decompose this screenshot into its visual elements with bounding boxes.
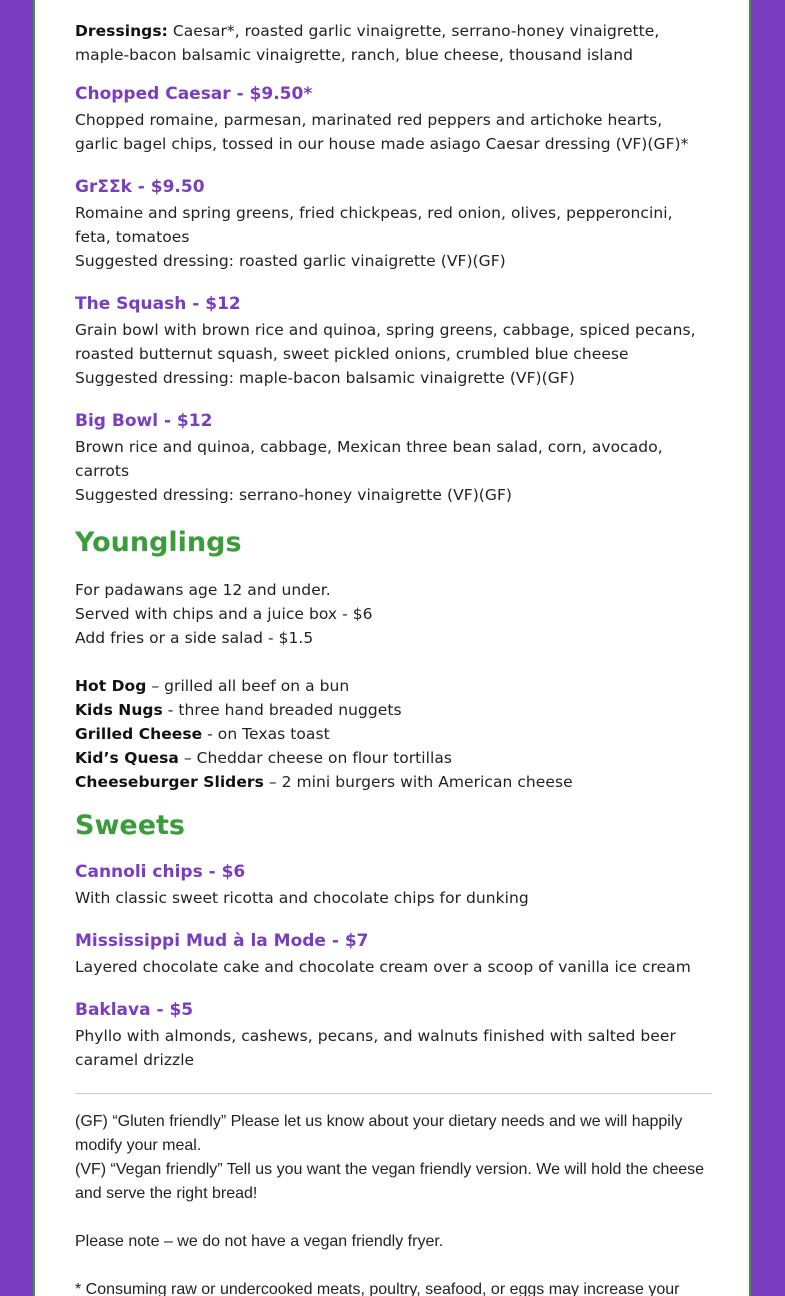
younglings-intro [75, 578, 715, 650]
list-item [75, 770, 715, 794]
item-description: caramel drizzle [75, 1051, 195, 1069]
item-description: garlic bagel chips, tossed in our house made asiago Caesar dressing (VF)(GF)* [75, 135, 689, 153]
gluten-friendly-note: modify your meal. [75, 1137, 202, 1154]
suggested-dressing: Suggested dressing: roasted garlic vinaigrette (VF)(GF) [75, 252, 506, 270]
dietary-notes [75, 1110, 715, 1296]
dressings-text: Caesar*, roasted garlic vinaigrette, serrano-honey vinaigrette, [167, 22, 660, 40]
younglings-list [75, 674, 715, 794]
section-title-sweets: Sweets [75, 810, 185, 841]
section-title-younglings: Younglings [75, 527, 242, 558]
gluten-friendly-note: (GF) “Gluten friendly” Please let us know about your dietary needs and we will happily [75, 1113, 683, 1130]
item-title: Chopped Caesar - $9.50* [75, 84, 313, 104]
item-description: – grilled all beef on a bun [146, 677, 350, 695]
list-item [75, 722, 715, 746]
fryer-note: Please note – we do not have a vegan friendly fryer. [75, 1233, 444, 1250]
vegan-friendly-note: (VF) “Vegan friendly” Tell us you want the vegan friendly version. We will hold the cheese [75, 1161, 705, 1178]
item-title: Mississippi Mud à la Mode - $7 [75, 931, 369, 951]
dressings-text: maple-bacon balsamic vinaigrette, ranch, blue cheese, thousand island [75, 46, 633, 64]
item-description: roasted butternut squash, sweet pickled onions, crumbled blue cheese [75, 345, 629, 363]
younglings-intro-line: Served with chips and a juice box - $6 [75, 605, 373, 623]
menu-item [75, 292, 715, 390]
vegan-friendly-note: and serve the right bread! [75, 1185, 258, 1202]
item-name: Kid’s Quesa [75, 749, 179, 767]
younglings-intro-line: Add fries or a side salad - $1.5 [75, 629, 314, 647]
menu-item [75, 82, 715, 156]
item-title: The Squash - $12 [75, 294, 241, 314]
item-description: With classic sweet ricotta and chocolate chips for dunking [75, 889, 529, 907]
item-description: – 2 mini burgers with American cheese [263, 773, 573, 791]
item-description: - three hand breaded nuggets [162, 701, 402, 719]
item-description: Phyllo with almonds, cashews, pecans, and walnuts finished with salted beer [75, 1027, 676, 1045]
item-title: GrΣΣk - $9.50 [75, 177, 205, 197]
consumption-warning: * Consuming raw or undercooked meats, poultry, seafood, or eggs may increase your [75, 1281, 680, 1296]
item-description: – Cheddar cheese on flour tortillas [178, 749, 453, 767]
item-description: Romaine and spring greens, fried chickpeas, red onion, olives, pepperoncini, [75, 204, 673, 222]
suggested-dressing: Suggested dressing: maple-bacon balsamic vinaigrette (VF)(GF) [75, 369, 575, 387]
item-title: Baklava - $5 [75, 1000, 194, 1020]
menu-item [75, 175, 715, 273]
younglings-intro-line: For padawans age 12 and under. [75, 581, 331, 599]
menu-item [75, 998, 715, 1072]
dressings-block [75, 19, 715, 67]
item-name: Hot Dog [75, 677, 147, 695]
item-title: Big Bowl - $12 [75, 411, 213, 431]
list-item [75, 746, 715, 770]
menu-item [75, 860, 715, 910]
item-description: Brown rice and quinoa, cabbage, Mexican three bean salad, corn, avocado, [75, 438, 663, 456]
item-description: feta, tomatoes [75, 228, 190, 246]
menu-item [75, 929, 715, 979]
list-item [75, 698, 715, 722]
item-description: Layered chocolate cake and chocolate cream over a scoop of vanilla ice cream [75, 958, 691, 976]
suggested-dressing: Suggested dressing: serrano-honey vinaigrette (VF)(GF) [75, 486, 513, 504]
item-name: Grilled Cheese [75, 725, 203, 743]
list-item [75, 674, 715, 698]
item-name: Kids Nugs [75, 701, 163, 719]
menu-item [75, 409, 715, 507]
item-name: Cheeseburger Sliders [75, 773, 264, 791]
divider [75, 1093, 712, 1094]
item-description: Grain bowl with brown rice and quinoa, spring greens, cabbage, spiced pecans, [75, 321, 696, 339]
item-description: carrots [75, 462, 130, 480]
dressings-label: Dressings: [75, 22, 168, 40]
item-description: Chopped romaine, parmesan, marinated red peppers and artichoke hearts, [75, 111, 663, 129]
item-description: - on Texas toast [202, 725, 330, 743]
item-title: Cannoli chips - $6 [75, 862, 246, 882]
menu-page [33, 0, 751, 1296]
